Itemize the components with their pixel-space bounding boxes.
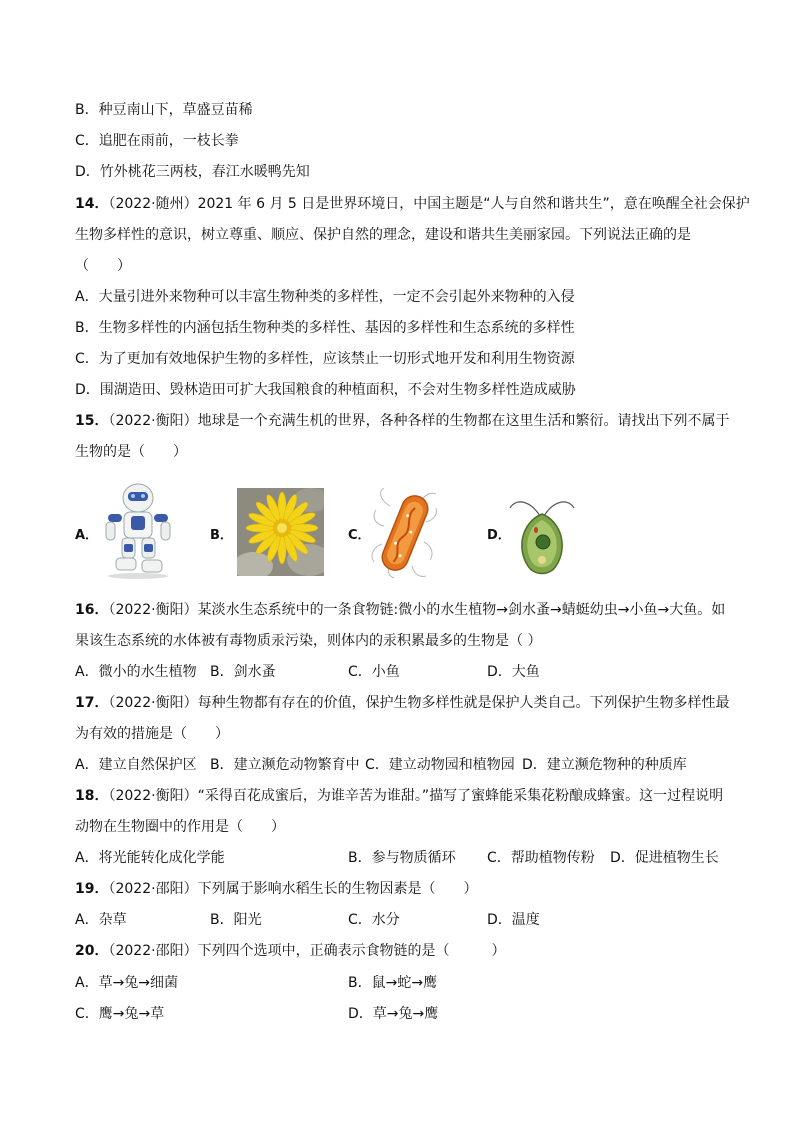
q14-option-d: D．围湖造田、毁林造田可扩大我国粮食的种植面积，不会对生物多样性造成威胁 bbox=[75, 382, 576, 398]
q17-option-d: D．建立濒危物种的种质库 bbox=[522, 757, 687, 773]
q17-stem-line1: 17．（2022·衡阳）每种生物都有存在的价值，保护生物多样性就是保护人类自己。下列保护生物多样性最 bbox=[75, 695, 730, 711]
q19-option-c: C．水分 bbox=[348, 912, 400, 928]
q16-option-d: D．大鱼 bbox=[487, 664, 540, 680]
q15-stem-line2: 生物的是（ ） bbox=[75, 444, 187, 460]
chlamydomonas-icon bbox=[506, 490, 578, 582]
q16-option-a: A．微小的水生植物 bbox=[75, 664, 197, 680]
q17-number: 17． bbox=[75, 695, 109, 711]
flower-icon bbox=[237, 488, 324, 576]
q18-option-c: C．帮助植物传粉 bbox=[487, 850, 595, 866]
q15-label-d: D． bbox=[487, 528, 511, 543]
q20-option-a: A．草→兔→细菌 bbox=[75, 975, 179, 991]
q18-stem-line1: 18．（2022·衡阳）“采得百花成蜜后，为谁辛苦为谁甜。”描写了蜜蜂能采集花粉酿成蜂蜜。这一过程说明 bbox=[75, 788, 724, 804]
q13-option-c: C．追肥在雨前，一枝长拳 bbox=[75, 133, 239, 149]
q15-label-a: A． bbox=[75, 528, 99, 543]
q19-number: 19． bbox=[75, 881, 109, 897]
q17-option-a: A．建立自然保护区 bbox=[75, 757, 197, 773]
q15-label-b: B． bbox=[210, 528, 233, 543]
q16-number: 16． bbox=[75, 602, 109, 618]
bacterium-icon bbox=[370, 486, 440, 580]
q18-number: 18． bbox=[75, 788, 109, 804]
q13-option-d: D．竹外桃花三两枝，春江水暖鸭先知 bbox=[75, 164, 310, 180]
q14-option-c: C．为了更加有效地保护生物的多样性，应该禁止一切形式地开发和利用生物资源 bbox=[75, 351, 575, 367]
q18-option-b: B．参与物质循环 bbox=[348, 850, 456, 866]
q14-answer-blank: （ ） bbox=[75, 258, 131, 274]
q18-option-a: A．将光能转化成化学能 bbox=[75, 850, 225, 866]
q14-number: 14． bbox=[75, 196, 109, 212]
q17-option-c: C．建立动物园和植物园 bbox=[365, 757, 515, 773]
q19-option-a: A．杂草 bbox=[75, 912, 127, 928]
q16-stem-line1: 16．（2022·衡阳）某淡水生态系统中的一条食物链:微小的水生植物→剑水蚤→蜻蜓幼虫→小鱼→大鱼。如 bbox=[75, 602, 726, 618]
q16-option-b: B．剑水蚤 bbox=[210, 664, 276, 680]
q14-option-b: B．生物多样性的内涵包括生物种类的多样性、基因的多样性和生态系统的多样性 bbox=[75, 320, 575, 336]
q14-option-a: A．大量引进外来物种可以丰富生物种类的多样性，一定不会引起外来物种的入侵 bbox=[75, 289, 575, 305]
q19-option-b: B．阳光 bbox=[210, 912, 262, 928]
q15-number: 15． bbox=[75, 413, 109, 429]
q20-number: 20． bbox=[75, 943, 109, 959]
q17-option-b: B．建立濒危动物繁育中 bbox=[210, 757, 360, 773]
q20-option-c: C．鹰→兔→草 bbox=[75, 1006, 165, 1022]
q18-stem-line2: 动物在生物圈中的作用是（ ） bbox=[75, 819, 285, 835]
q15-label-c: C． bbox=[348, 528, 371, 543]
q13-option-b: B．种豆南山下，草盛豆苗稀 bbox=[75, 102, 253, 118]
q14-stem-line2: 生物多样性的意识，树立尊重、顺应、保护自然的理念，建设和谐共生美丽家园。下列说法正确的是 bbox=[75, 227, 691, 243]
q18-option-d: D．促进植物生长 bbox=[610, 850, 719, 866]
q20-option-b: B．鼠→蛇→鹰 bbox=[348, 975, 438, 991]
q15-stem-line1: 15．（2022·衡阳）地球是一个充满生机的世界，各种各样的生物都在这里生活和繁衍。请找出下列不属于 bbox=[75, 413, 730, 429]
q19-option-d: D．温度 bbox=[487, 912, 540, 928]
q20-option-d: D．草→兔→鹰 bbox=[348, 1006, 439, 1022]
q20-stem-line1: 20．（2022·邵阳）下列四个选项中，正确表示食物链的是（ ） bbox=[75, 943, 506, 959]
q16-option-c: C．小鱼 bbox=[348, 664, 400, 680]
q16-stem-line2: 果该生态系统的水体被有毒物质汞污染，则体内的汞积累最多的生物是（ ） bbox=[75, 633, 542, 649]
q14-stem-line1: 14．（2022·随州）2021 年 6 月 5 日是世界环境日，中国主题是“人与自然和谐共生”，意在唤醒全社会保护 bbox=[75, 196, 750, 212]
q17-stem-line2: 为有效的措施是（ ） bbox=[75, 726, 229, 742]
q19-stem-line1: 19．（2022·邵阳）下列属于影响水稻生长的生物因素是（ ） bbox=[75, 881, 478, 897]
robot-icon bbox=[98, 480, 178, 580]
